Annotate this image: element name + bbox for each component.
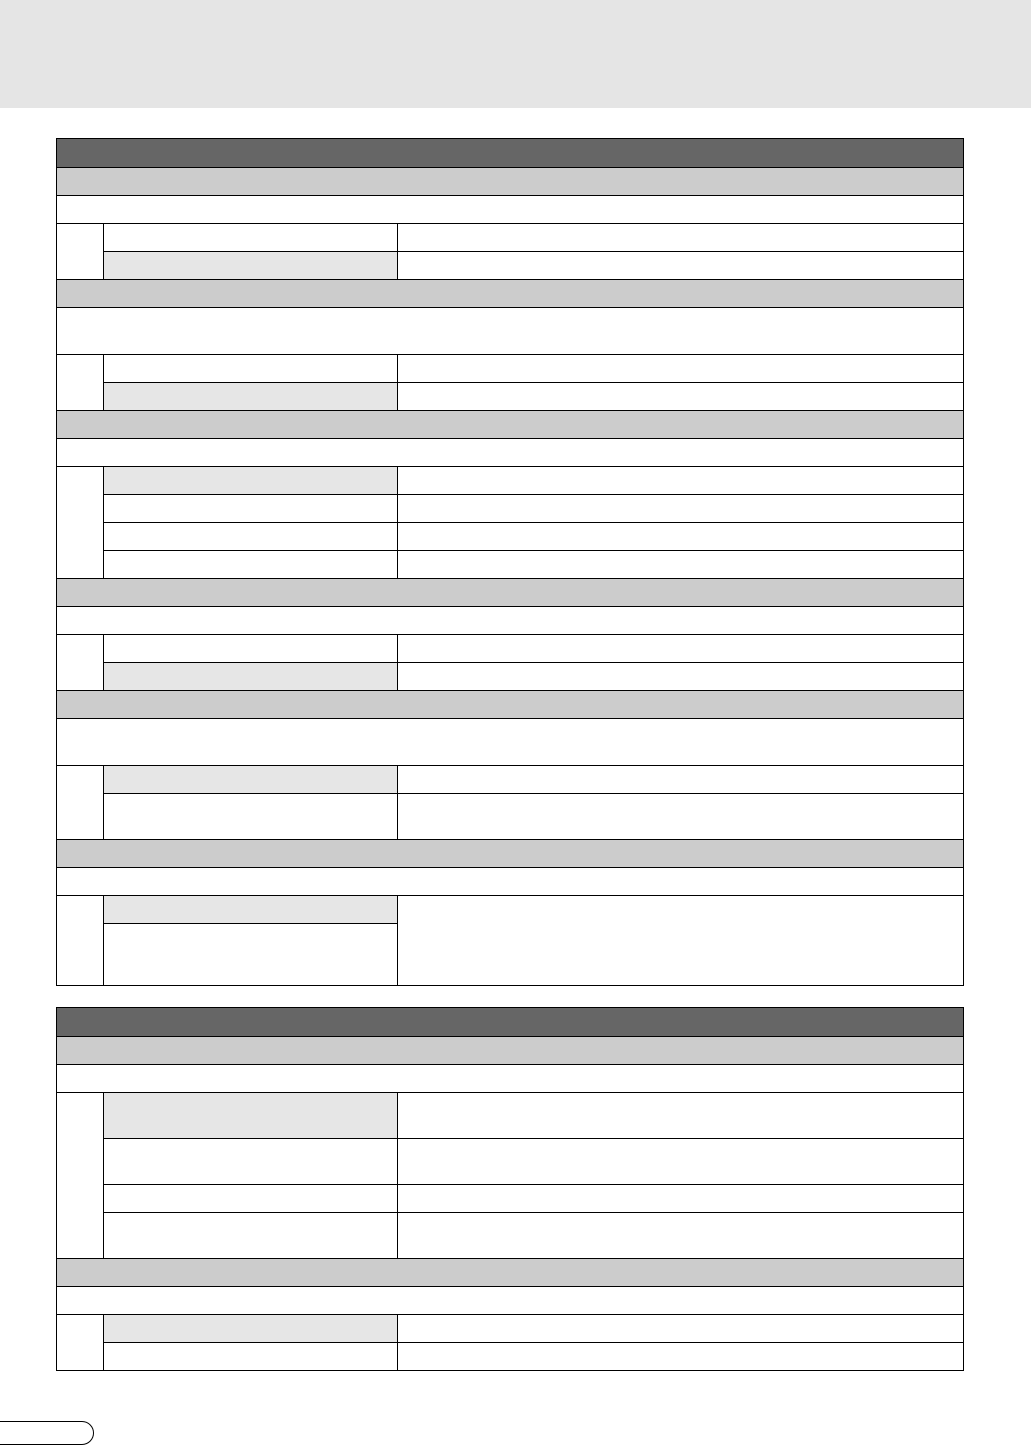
item-value: [398, 635, 964, 663]
row-marker: [57, 224, 104, 280]
section-heading-row: [57, 840, 964, 868]
item-value: [398, 523, 964, 551]
section-heading: [57, 280, 964, 308]
row-marker: [57, 635, 104, 691]
section-description-row: [57, 308, 964, 355]
item-value: [398, 467, 964, 495]
table-row: [57, 383, 964, 411]
section-heading: [57, 840, 964, 868]
table-row: [57, 1185, 964, 1213]
section-description-row: [57, 1065, 964, 1093]
table-row: [57, 1315, 964, 1343]
item-value: [398, 1213, 964, 1259]
section-heading: [57, 579, 964, 607]
item-value: [398, 551, 964, 579]
table-row: [57, 766, 964, 794]
item-value: [398, 663, 964, 691]
section-heading: [57, 411, 964, 439]
row-marker: [57, 1315, 104, 1371]
table-title: [57, 1008, 964, 1037]
section-description: [57, 719, 964, 766]
section-heading-row: [57, 579, 964, 607]
item-value: [398, 1139, 964, 1185]
item-value: [398, 1185, 964, 1213]
section-heading-row: [57, 1259, 964, 1287]
item-label: [104, 1343, 398, 1371]
item-label: [104, 896, 398, 924]
table-row: [57, 224, 964, 252]
item-label: [104, 794, 398, 840]
table-title-row: [57, 1008, 964, 1037]
table-row: [57, 355, 964, 383]
section-description: [57, 868, 964, 896]
table-row: [57, 896, 964, 924]
item-label: [104, 1213, 398, 1259]
row-marker: [57, 766, 104, 840]
section-description-row: [57, 196, 964, 224]
section-description-row: [57, 439, 964, 467]
item-value: [398, 1315, 964, 1343]
spec-table-1: [56, 138, 964, 986]
section-description-row: [57, 868, 964, 896]
table-row: [57, 1213, 964, 1259]
table-row: [57, 1343, 964, 1371]
item-value: [398, 383, 964, 411]
table-title: [57, 139, 964, 168]
section-heading-row: [57, 1037, 964, 1065]
row-marker: [57, 355, 104, 411]
item-label: [104, 663, 398, 691]
page-header-band: [0, 0, 1031, 108]
spec-table-2: [56, 1007, 964, 1371]
item-label: [104, 635, 398, 663]
table-row: [57, 663, 964, 691]
section-description-row: [57, 719, 964, 766]
item-label: [104, 467, 398, 495]
table-row: [57, 467, 964, 495]
item-value: [398, 355, 964, 383]
table-row: [57, 252, 964, 280]
item-label: [104, 495, 398, 523]
item-label: [104, 766, 398, 794]
section-heading-row: [57, 168, 964, 196]
item-label: [104, 1315, 398, 1343]
section-description-row: [57, 1287, 964, 1315]
item-label: [104, 551, 398, 579]
row-marker: [57, 896, 104, 986]
table-row: [57, 1093, 964, 1139]
item-label: [104, 1093, 398, 1139]
item-value: [398, 896, 964, 986]
row-marker: [57, 1093, 104, 1259]
section-description: [57, 196, 964, 224]
table-row: [57, 551, 964, 579]
item-label: [104, 383, 398, 411]
item-label: [104, 1185, 398, 1213]
item-value: [398, 495, 964, 523]
section-description: [57, 607, 964, 635]
table-row: [57, 523, 964, 551]
section-heading-row: [57, 411, 964, 439]
item-value: [398, 224, 964, 252]
item-value: [398, 766, 964, 794]
item-label: [104, 355, 398, 383]
table-row: [57, 1139, 964, 1185]
row-marker: [57, 467, 104, 579]
item-label: [104, 252, 398, 280]
section-description: [57, 1287, 964, 1315]
section-description: [57, 439, 964, 467]
table-row: [57, 794, 964, 840]
item-value: [398, 252, 964, 280]
section-heading-row: [57, 691, 964, 719]
section-description: [57, 308, 964, 355]
section-heading-row: [57, 280, 964, 308]
section-heading: [57, 168, 964, 196]
item-label: [104, 924, 398, 986]
section-description-row: [57, 607, 964, 635]
section-heading: [57, 1037, 964, 1065]
item-value: [398, 1343, 964, 1371]
table-row: [57, 495, 964, 523]
item-value: [398, 1093, 964, 1139]
section-heading: [57, 1259, 964, 1287]
table-row: [57, 635, 964, 663]
page-number-tab: [0, 1421, 94, 1445]
table-title-row: [57, 139, 964, 168]
item-label: [104, 1139, 398, 1185]
section-description: [57, 1065, 964, 1093]
section-heading: [57, 691, 964, 719]
item-label: [104, 523, 398, 551]
item-value: [398, 794, 964, 840]
item-label: [104, 224, 398, 252]
